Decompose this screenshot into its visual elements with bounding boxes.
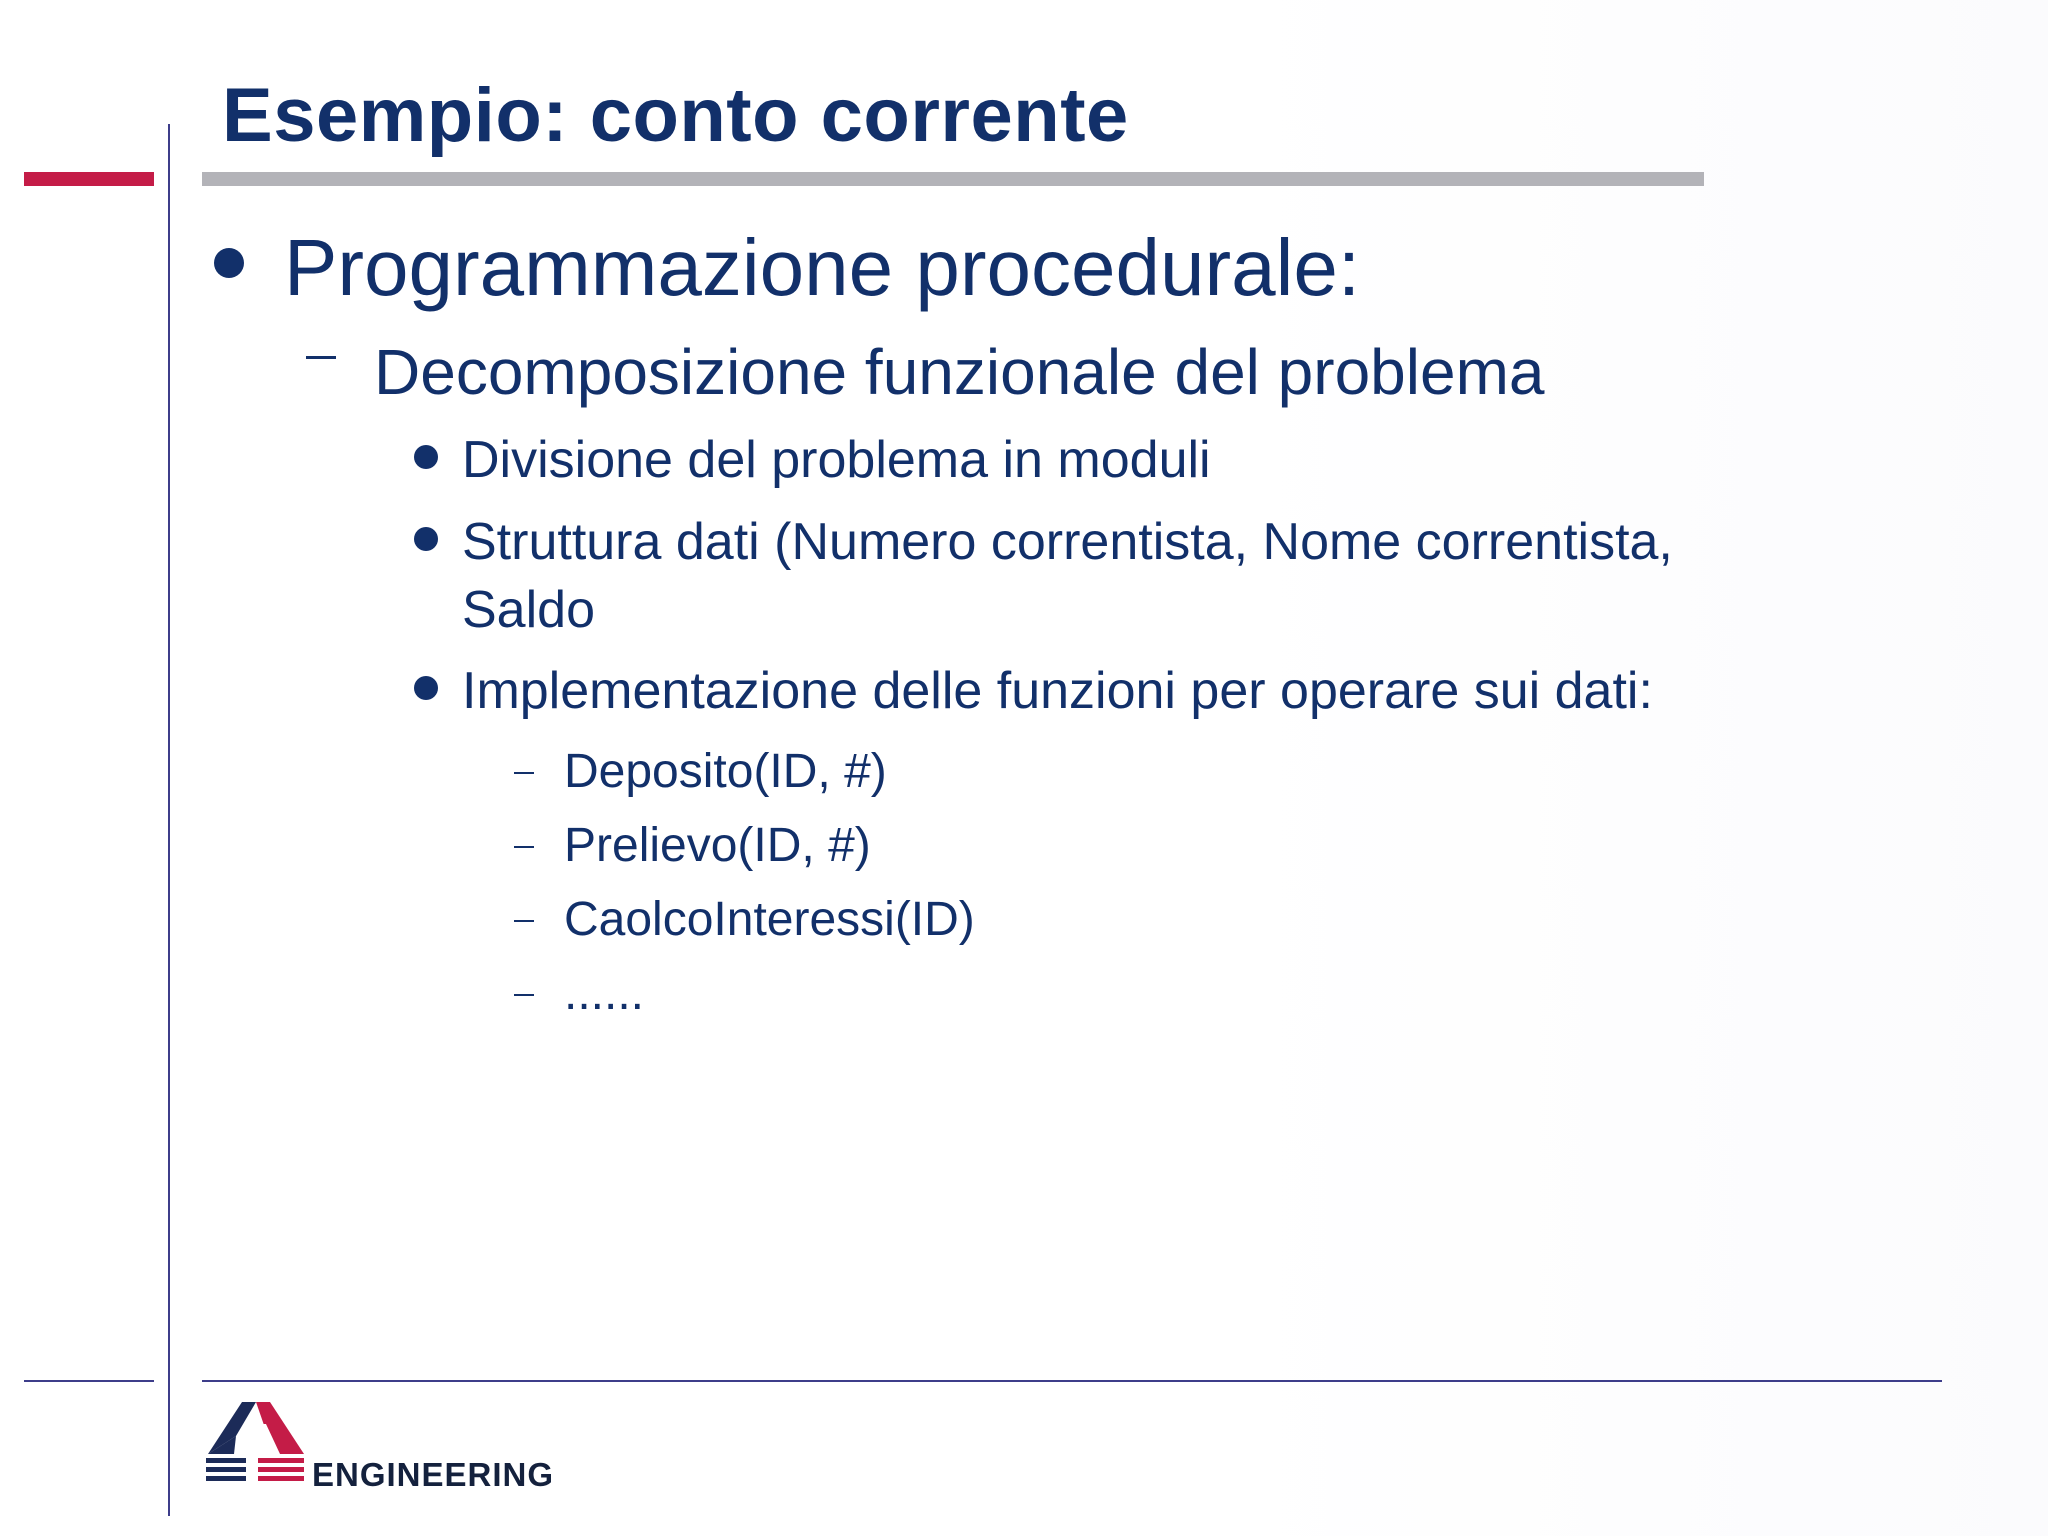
level3-text: Divisione del problema in moduli [462,431,1211,489]
engineering-logo-icon [200,1396,320,1486]
footer-rule-right [202,1380,1942,1382]
title-accent-bar [24,172,154,186]
level1-bullet-icon [214,248,244,278]
level4-dash-icon [514,920,534,922]
footer-rule-left [24,1380,154,1382]
level3-text: Implementazione delle funzioni per operare sui dati: [462,662,1653,720]
level4-text: ...... [564,967,645,1020]
slide-title: Esempio: conto corrente [222,73,1129,158]
level3-text-continuation: Saldo [462,581,595,639]
level4-dash-icon [514,846,534,848]
level4-dash-icon [514,994,534,996]
level4-text: Prelievo(ID, #) [564,819,871,872]
level2-text: Decomposizione funzionale del problema [374,336,1545,408]
level3-bullet-icon [414,445,438,469]
level2-dash-icon [306,356,336,359]
level4-text: CaolcoInteressi(ID) [564,893,975,946]
level4-text: Deposito(ID, #) [564,745,887,798]
level3-text: Struttura dati (Numero correntista, Nome correntista, [462,513,1673,571]
level4-dash-icon [514,772,534,774]
vertical-rule [168,124,170,1516]
level1-text: Programmazione procedurale: [284,223,1361,312]
engineering-logo-text: ENGINEERING [312,1456,555,1493]
level3-bullet-icon [414,527,438,551]
level3-bullet-icon [414,676,438,700]
title-underline-bar [202,172,1704,186]
